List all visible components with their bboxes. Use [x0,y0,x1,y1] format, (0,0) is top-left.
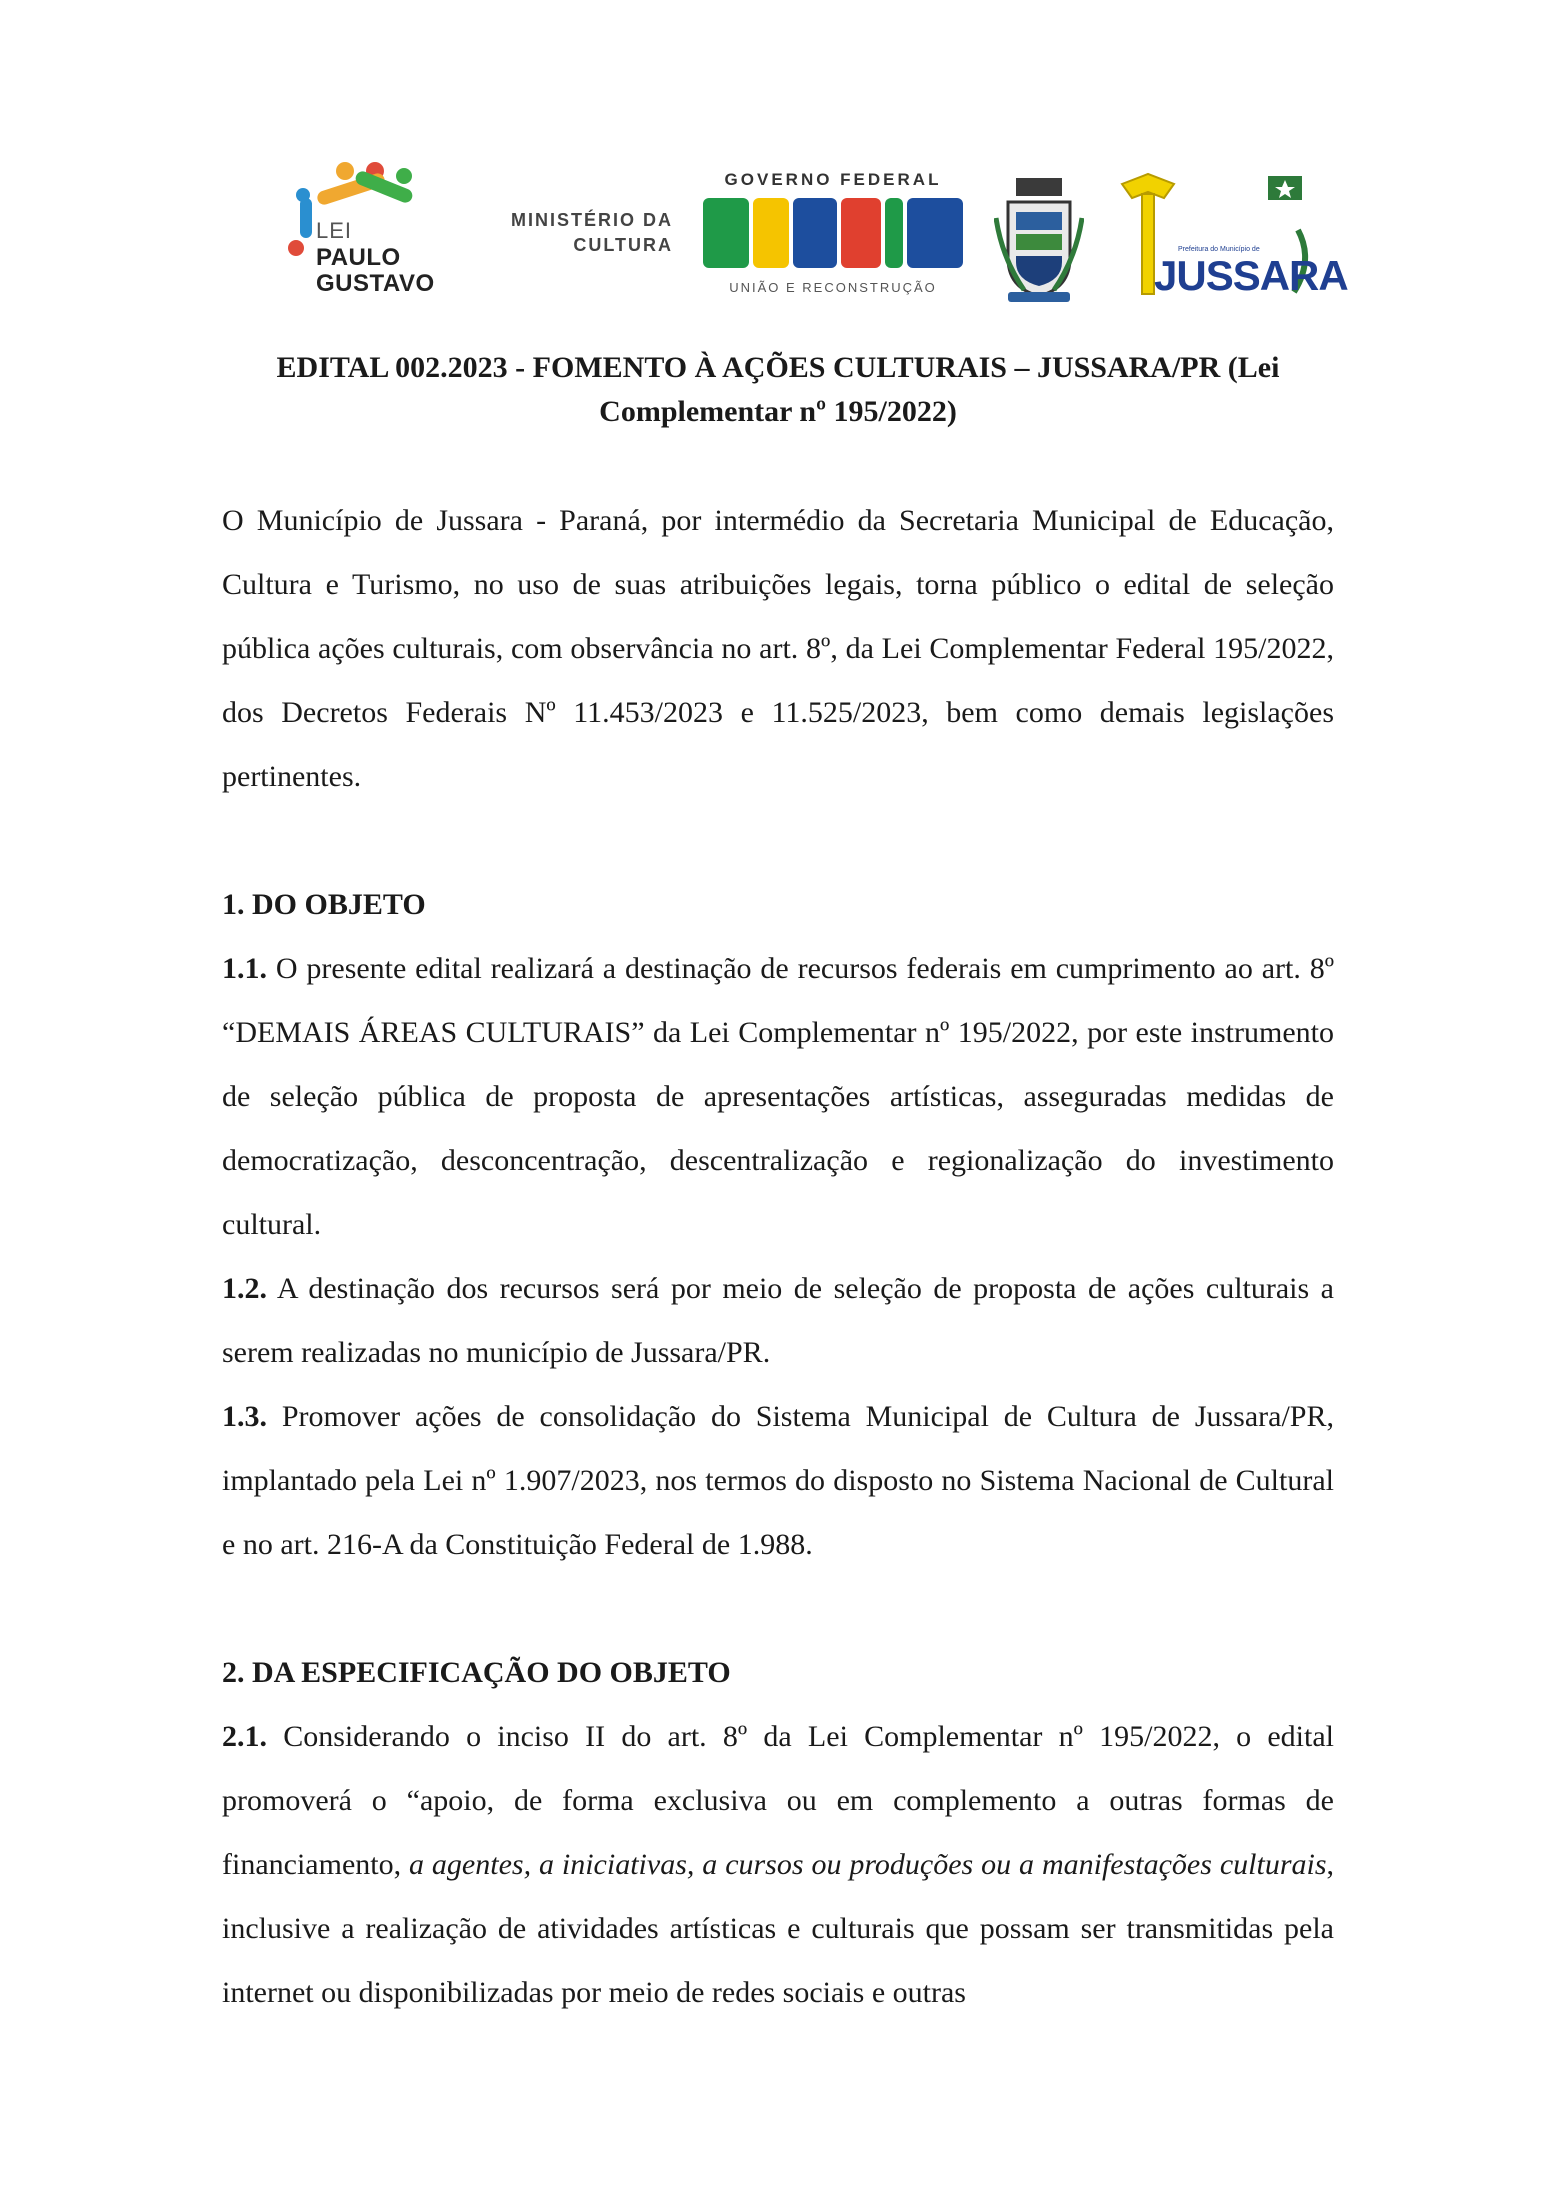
clause-text-a: Considerando o inciso II do art. 8º da Lei Complementar nº 195/2022, o edital promoverá o “apoio, de forma exclusiva ou em complemento a outras formas de financiamento, [222,1720,1335,1881]
logo-strip [288,150,1348,320]
ministerio-cultura-logo [483,210,673,270]
governo-federal-logo [703,170,963,320]
clause-1-1 [222,937,1334,1257]
spacer [222,1577,1334,1641]
clause-text-b: , inclusive a realização de atividades artísticas e culturais que possam ser transmitidas pela internet ou disponibilizadas por meio de redes sociais e outras [222,1848,1335,2009]
cultura-text: CULTURA [573,235,673,255]
municipal-crest-icon [994,178,1084,308]
section-1-heading: 1. DO OBJETO [222,888,426,921]
gustavo-text: GUSTAVO [316,270,435,297]
brasil-letter-i [885,198,903,268]
clause-number: 1.1. [222,952,267,985]
uniao-reconstrucao-text: UNIÃO E RECONSTRUÇÃO [729,280,937,295]
section-2-heading: 2. DA ESPECIFICAÇÃO DO OBJETO [222,1656,731,1689]
jussara-logo [1118,170,1348,315]
ministerio-text: MINISTÉRIO DA [510,210,673,230]
brasil-letter-r [753,198,789,268]
lei-text: LEI [316,218,353,243]
clause-text-italic: a agentes, a iniciativas, a cursos ou produções ou a manifestações culturais [409,1848,1327,1881]
intro-paragraph: O Município de Jussara - Paraná, por intermédio da Secretaria Municipal de Educação, Cultura e Turismo, no uso de suas atribuições legais, torna público o edital de seleção pública ações culturais, com observância no art. 8º, da Lei Complementar Federal 195/2022, dos Decretos Federais Nº 11.453/2023 e 11.525/2023, bem como demais legislações pertinentes. [222,504,1334,793]
clause-number: 1.2. [222,1272,267,1305]
brasil-letter-b [703,198,749,268]
document-body [222,489,1334,2025]
brasil-letter-a [793,198,837,268]
governo-federal-text: GOVERNO FEDERAL [724,170,942,189]
clause-1-3 [222,1385,1334,1577]
jussara-wordmark: JUSSARA [1154,252,1348,299]
spacer [222,809,1334,873]
clause-text: A destinação dos recursos será por meio de seleção de proposta de ações culturais a serem realizadas no município de Jussara/PR. [222,1272,1334,1369]
title-line-2: Complementar nº 195/2022) [599,395,957,428]
title-line-1: EDITAL 002.2023 - FOMENTO À AÇÕES CULTURAIS – JUSSARA/PR (Lei [276,351,1280,384]
clause-text: Promover ações de consolidação do Sistema Municipal de Cultura de Jussara/PR, implantado pela Lei nº 1.907/2023, nos termos do disposto no Sistema Nacional de Cultural e no art. 216-A da Constituição Federal de 1.988. [222,1400,1334,1561]
brasil-letter-l [907,198,963,268]
prefeitura-text: Prefeitura do Município de [1178,246,1260,253]
document-title [220,346,1336,434]
clause-number: 2.1. [222,1720,267,1753]
clause-number: 1.3. [222,1400,267,1433]
lei-paulo-gustavo-logo [288,162,488,312]
clause-1-2 [222,1257,1334,1385]
brasil-letter-s [841,198,881,268]
clause-text: O presente edital realizará a destinação de recursos federais em cumprimento ao art. 8º “DEMAIS ÁREAS CULTURAIS” da Lei Complementar nº 195/2022, por este instrumento de seleção pública de proposta de apresentações artísticas, asseguradas medidas de democratização, desconcentração, descentralização e regionalização do investimento cultural. [222,952,1334,1241]
clause-2-1 [222,1705,1334,2025]
paulo-text: PAULO [316,244,401,271]
